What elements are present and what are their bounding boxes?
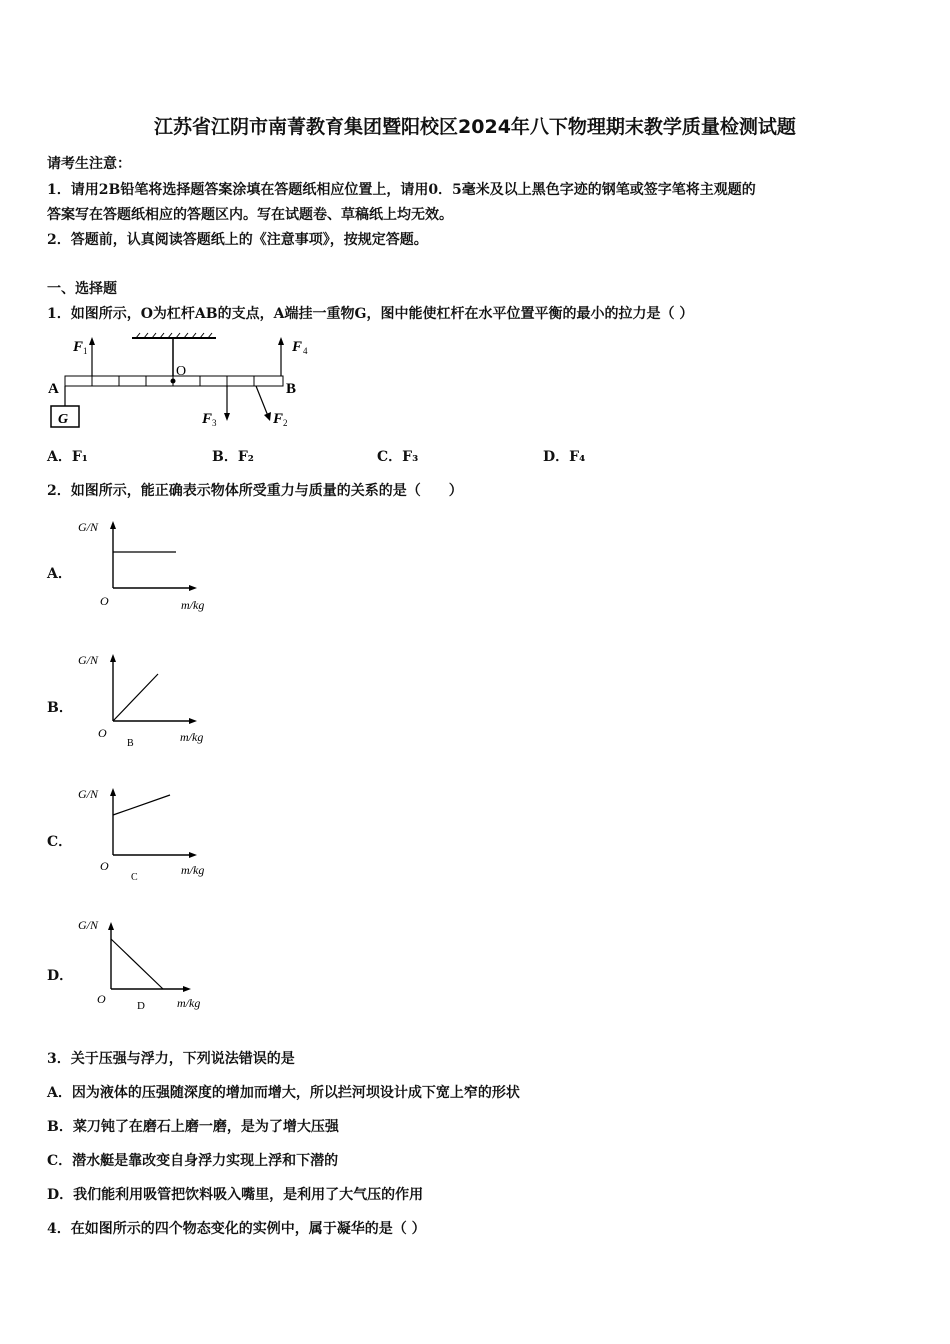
q2-option-a-label[interactable]: A． [47, 566, 72, 582]
lever-figure [40, 330, 330, 440]
graph-c [75, 782, 225, 887]
question-1-stem: 1．如图所示，O为杠杆AB的支点，A端挂一重物G，图中能使杠杆在水平位置平衡的最小的拉力是（ ） [47, 306, 694, 322]
f4-subscript: 4 [303, 346, 308, 356]
graph-b-line [113, 674, 158, 721]
graph-a-y-label: G/N [78, 520, 99, 534]
q2-option-b-label[interactable]: B． [47, 700, 73, 716]
graph-b-origin: O [98, 726, 107, 740]
graph-a-x-label: m/kg [181, 598, 205, 612]
q1-option-a[interactable]: A．F₁ [47, 449, 88, 465]
notice-line-1b: 答案写在答题纸相应的答题区内。写在试题卷、草稿纸上均无效。 [47, 207, 453, 223]
page-title: 江苏省江阴市南菁教育集团暨阳校区2024年八下物理期末教学质量检测试题 [154, 116, 796, 138]
end-b-label: B [286, 381, 297, 397]
f3-subscript: 3 [212, 418, 217, 428]
graph-d-x-label: m/kg [177, 996, 201, 1010]
f2-label: F [273, 411, 284, 427]
f1-label: F [73, 339, 84, 355]
q1-option-d[interactable]: D．F₄ [543, 449, 586, 465]
q3-option-a[interactable]: A．因为液体的压强随深度的增加而增大，所以拦河坝设计成下宽上窄的形状 [47, 1085, 520, 1101]
graph-d-origin: O [97, 992, 106, 1006]
f4-label: F [292, 339, 303, 355]
graph-d-y-label: G/N [78, 918, 99, 932]
f3-label: F [202, 411, 213, 427]
graph-d-line [111, 939, 163, 989]
q3-option-b[interactable]: B．菜刀钝了在磨石上磨一磨，是为了增大压强 [47, 1119, 339, 1135]
q1-option-b[interactable]: B．F₂ [212, 449, 254, 465]
end-a-label: A [48, 381, 59, 397]
graph-d-tag: D [137, 1000, 145, 1012]
q2-option-c-label[interactable]: C． [47, 834, 73, 850]
f2-subscript: 2 [283, 418, 288, 428]
question-4-stem: 4．在如图所示的四个物态变化的实例中，属于凝华的是（ ） [47, 1221, 426, 1237]
graph-b-y-label: G/N [78, 653, 99, 667]
graph-c-line [113, 795, 170, 815]
question-3-stem: 3．关于压强与浮力，下列说法错误的是 [47, 1051, 295, 1067]
graph-b-tag: B [127, 738, 134, 749]
section-heading: 一、选择题 [47, 281, 117, 297]
graph-b [75, 648, 225, 753]
q3-option-d[interactable]: D．我们能利用吸管把饮料吸入嘴里，是利用了大气压的作用 [47, 1187, 424, 1203]
graph-c-origin: O [100, 859, 109, 873]
q1-option-c[interactable]: C．F₃ [377, 449, 419, 465]
graph-a-origin: O [100, 594, 109, 608]
graph-b-x-label: m/kg [180, 730, 204, 744]
q2-option-d-label[interactable]: D． [47, 968, 74, 984]
f1-subscript: 1 [83, 346, 88, 356]
pivot-label: O [176, 364, 187, 379]
notice-line-2: 2．答题前，认真阅读答题纸上的《注意事项》，按规定答题。 [47, 232, 428, 248]
question-2-stem: 2．如图所示，能正确表示物体所受重力与质量的关系的是（ ） [47, 483, 463, 499]
graph-a [75, 515, 225, 620]
weight-label: G [58, 412, 69, 427]
graph-c-y-label: G/N [78, 787, 99, 801]
q3-option-c[interactable]: C．潜水艇是靠改变自身浮力实现上浮和下潜的 [47, 1153, 339, 1169]
notice-heading: 请考生注意： [47, 156, 131, 172]
graph-d [75, 916, 225, 1021]
notice-line-1a: 1．请用2B铅笔将选择题答案涂填在答题纸相应位置上，请用0．5毫米及以上黑色字迹的钢笔或签字笔将主观题的 [47, 182, 756, 198]
graph-c-x-label: m/kg [181, 863, 205, 877]
graph-c-tag: C [131, 872, 138, 883]
